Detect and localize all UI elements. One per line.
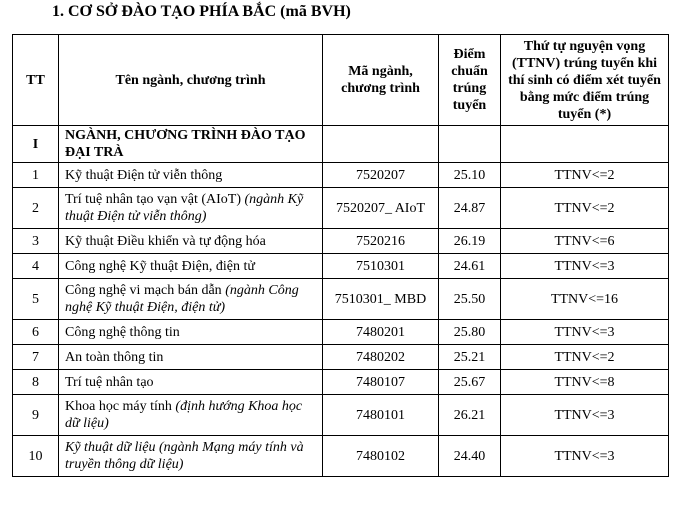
row-tt: 3 <box>13 229 59 254</box>
row-tt: 10 <box>13 436 59 477</box>
row-program-name <box>59 395 323 436</box>
program-name: Kỹ thuật Điều khiển và tự động hóa <box>65 233 266 249</box>
row-tt: 5 <box>13 279 59 320</box>
row-cutoff-score: 25.10 <box>439 163 501 188</box>
row-tt: 9 <box>13 395 59 436</box>
table-row <box>13 320 669 345</box>
row-program-code: 7510301 <box>323 254 439 279</box>
row-cutoff-score: 24.61 <box>439 254 501 279</box>
row-priority: TTNV<=3 <box>501 436 669 477</box>
row-program-code: 7520207 <box>323 163 439 188</box>
section-title: NGÀNH, CHƯƠNG TRÌNH ĐÀO TẠO ĐẠI TRÀ <box>59 126 323 163</box>
table-row <box>13 163 669 188</box>
row-program-name <box>59 254 323 279</box>
col-header-priority: Thứ tự nguyện vọng (TTNV) trúng tuyển khi thí sinh có điểm xét tuyển bằng mức điểm trúng tuyển (*) <box>501 35 669 126</box>
section-tt: I <box>13 126 59 163</box>
table-row <box>13 279 669 320</box>
row-cutoff-score: 25.80 <box>439 320 501 345</box>
row-priority: TTNV<=16 <box>501 279 669 320</box>
col-header-tt: TT <box>13 35 59 126</box>
admissions-table <box>12 34 669 477</box>
row-program-code: 7480102 <box>323 436 439 477</box>
program-note: (định hướng Khoa học dữ liệu) <box>65 399 303 431</box>
row-cutoff-score: 25.50 <box>439 279 501 320</box>
row-priority: TTNV<=3 <box>501 395 669 436</box>
row-cutoff-score: 26.21 <box>439 395 501 436</box>
table-row <box>13 229 669 254</box>
row-program-code: 7520216 <box>323 229 439 254</box>
row-priority: TTNV<=3 <box>501 320 669 345</box>
col-header-score: Điểm chuẩn trúng tuyển <box>439 35 501 126</box>
row-tt: 4 <box>13 254 59 279</box>
row-program-name <box>59 188 323 229</box>
row-program-name <box>59 370 323 395</box>
row-cutoff-score: 24.40 <box>439 436 501 477</box>
section-empty-code <box>323 126 439 163</box>
row-tt: 1 <box>13 163 59 188</box>
program-note: Kỹ thuật dữ liệu (ngành Mạng máy tính và truyền thông dữ liệu) <box>65 440 304 472</box>
row-priority: TTNV<=2 <box>501 188 669 229</box>
row-cutoff-score: 25.67 <box>439 370 501 395</box>
program-name: Khoa học máy tính <box>65 399 176 414</box>
row-cutoff-score: 25.21 <box>439 345 501 370</box>
col-header-code: Mã ngành, chương trình <box>323 35 439 126</box>
row-priority: TTNV<=2 <box>501 163 669 188</box>
row-program-name <box>59 229 323 254</box>
table-row <box>13 370 669 395</box>
section-empty-priority <box>501 126 669 163</box>
program-name: Trí tuệ nhân tạo <box>65 374 154 390</box>
row-program-name <box>59 163 323 188</box>
row-program-code: 7480101 <box>323 395 439 436</box>
row-tt: 7 <box>13 345 59 370</box>
section-heading: 1. CƠ SỞ ĐÀO TẠO PHÍA BẮC (mã BVH) <box>52 3 351 20</box>
row-tt: 6 <box>13 320 59 345</box>
row-tt: 2 <box>13 188 59 229</box>
row-program-name <box>59 320 323 345</box>
table-row <box>13 395 669 436</box>
row-program-name <box>59 279 323 320</box>
row-priority: TTNV<=3 <box>501 254 669 279</box>
col-header-name: Tên ngành, chương trình <box>59 35 323 126</box>
table-row <box>13 254 669 279</box>
row-program-code: 7480107 <box>323 370 439 395</box>
program-name: Công nghệ vi mạch bán dẫn <box>65 283 226 298</box>
program-name: Công nghệ thông tin <box>65 324 180 340</box>
row-cutoff-score: 24.87 <box>439 188 501 229</box>
row-program-code: 7520207_ AIoT <box>323 188 439 229</box>
row-program-name <box>59 436 323 477</box>
table-header-row <box>13 35 669 126</box>
program-name: Trí tuệ nhân tạo vạn vật (AIoT) <box>65 192 245 207</box>
row-program-code: 7510301_ MBD <box>323 279 439 320</box>
row-program-code: 7480202 <box>323 345 439 370</box>
row-cutoff-score: 26.19 <box>439 229 501 254</box>
row-program-name <box>59 345 323 370</box>
program-name: An toàn thông tin <box>65 349 164 365</box>
row-priority: TTNV<=6 <box>501 229 669 254</box>
program-name: Kỹ thuật Điện tử viễn thông <box>65 167 223 183</box>
table-row <box>13 188 669 229</box>
program-note: (ngành Kỹ thuật Điện tử viễn thông) <box>65 192 304 224</box>
row-program-code: 7480201 <box>323 320 439 345</box>
section-row <box>13 126 669 163</box>
program-note: (ngành Công nghệ Kỹ thuật Điện, điện tử) <box>65 283 299 315</box>
row-priority: TTNV<=2 <box>501 345 669 370</box>
table-row <box>13 436 669 477</box>
table-row <box>13 345 669 370</box>
section-empty-score <box>439 126 501 163</box>
row-priority: TTNV<=8 <box>501 370 669 395</box>
program-name: Công nghệ Kỹ thuật Điện, điện tử <box>65 258 255 274</box>
row-tt: 8 <box>13 370 59 395</box>
